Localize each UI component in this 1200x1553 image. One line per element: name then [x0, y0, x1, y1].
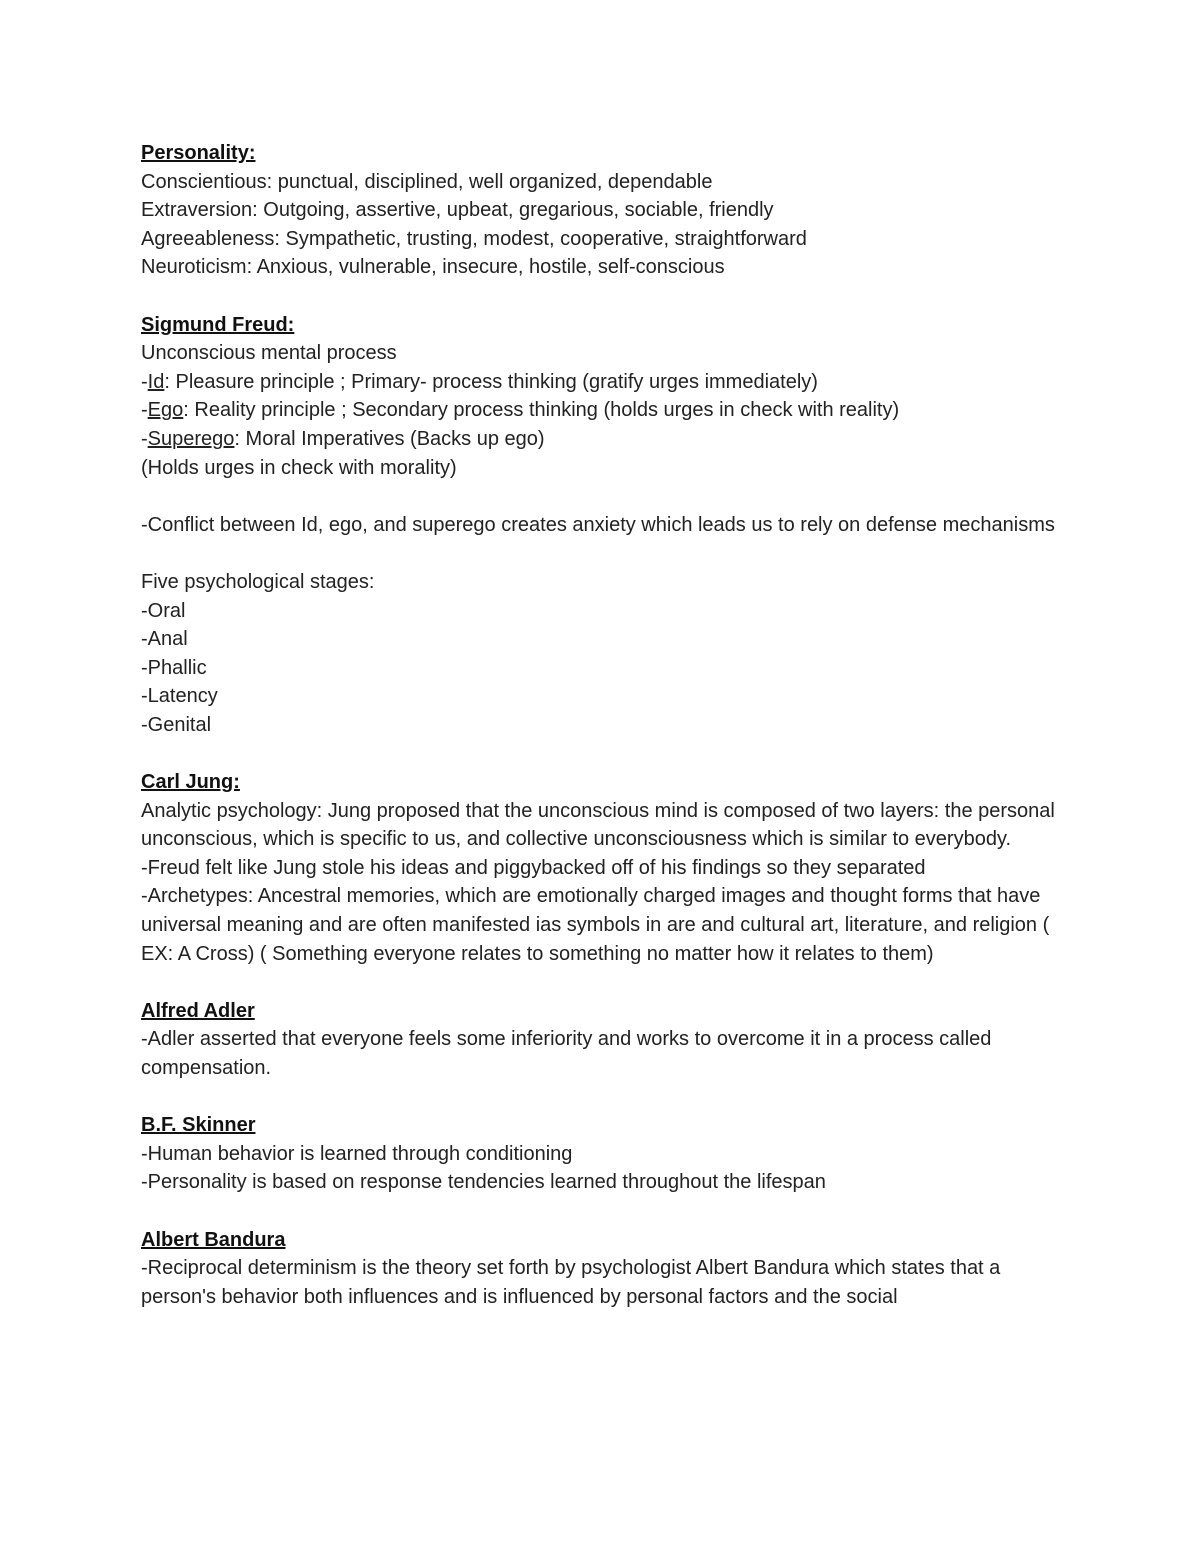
term-id: Id — [147, 370, 165, 393]
spacer — [141, 539, 1071, 568]
freud-stages-title: Five psychological stages: — [141, 570, 375, 593]
trait-neuroticism: Neuroticism: Anxious, vulnerable, insecure, hostile, self-conscious — [141, 256, 725, 279]
stage-phallic: -Phallic — [141, 656, 207, 679]
dash: - — [141, 370, 148, 393]
ego-description: : Reality principle ; Secondary process thinking (holds urges in check with reality) — [183, 399, 900, 422]
spacer — [141, 1197, 1071, 1226]
heading-personality: Personality: — [141, 142, 256, 164]
section-jung — [141, 768, 1071, 968]
trait-agreeableness: Agreeableness: Sympathetic, trusting, modest, cooperative, straightforward — [141, 227, 807, 250]
skinner-line-2: -Personality is based on response tendencies learned throughout the lifespan — [141, 1171, 826, 1194]
term-superego: Superego — [147, 427, 235, 450]
dash: - — [141, 427, 148, 450]
term-ego: Ego — [147, 399, 184, 422]
spacer — [141, 968, 1071, 997]
spacer — [141, 739, 1071, 768]
trait-conscientious: Conscientious: punctual, disciplined, well organized, dependable — [141, 170, 713, 193]
freud-id-line — [141, 368, 1071, 397]
adler-text: -Adler asserted that everyone feels some inferiority and works to overcome it in a process called compensation. — [141, 1028, 992, 1079]
jung-analytic: Analytic psychology: Jung proposed that the unconscious mind is composed of two layers: the personal unconscious, which is specific to us, and collective unconsciousness which is similar to everybody. — [141, 799, 1055, 851]
jung-archetypes: -Archetypes: Ancestral memories, which are emotionally charged images and thought forms that have universal meaning and are often manifested ias symbols in are and cultural art, literature, and religion ( EX: A Cross) ( Something everyone relates to something no matter how it relates to them) — [141, 885, 1050, 965]
skinner-line-1: -Human behavior is learned through conditioning — [141, 1142, 573, 1165]
spacer — [141, 1083, 1071, 1112]
heading-jung: Carl Jung: — [141, 771, 240, 794]
heading-bandura: Albert Bandura — [141, 1228, 286, 1251]
section-adler — [141, 997, 1071, 1083]
stage-anal: -Anal — [141, 628, 188, 651]
heading-adler: Alfred Adler — [141, 999, 255, 1022]
freud-conflict: -Conflict between Id, ego, and superego creates anxiety which leads us to rely on defense mechanisms — [141, 513, 1055, 536]
stage-oral: -Oral — [141, 599, 186, 622]
heading-freud: Sigmund Freud: — [141, 313, 295, 336]
freud-superego-note: (Holds urges in check with morality) — [141, 456, 457, 479]
stage-genital: -Genital — [141, 713, 212, 736]
section-bandura — [141, 1226, 1071, 1312]
jung-freud-felt: -Freud felt like Jung stole his ideas and piggybacked off of his findings so they separated — [141, 856, 926, 879]
stage-latency: -Latency — [141, 685, 218, 708]
section-freud — [141, 311, 1071, 740]
id-description: : Pleasure principle ; Primary- process thinking (gratify urges immediately) — [164, 370, 818, 393]
freud-ego-line — [141, 396, 1071, 425]
section-skinner — [141, 1111, 1071, 1197]
document-page — [141, 139, 1071, 1311]
dash: - — [141, 399, 148, 422]
superego-description: : Moral Imperatives (Backs up ego) — [234, 427, 545, 450]
section-personality — [141, 139, 1071, 282]
heading-skinner: B.F. Skinner — [141, 1114, 256, 1137]
trait-extraversion: Extraversion: Outgoing, assertive, upbeat, gregarious, sociable, friendly — [141, 199, 774, 222]
bandura-text: -Reciprocal determinism is the theory set forth by psychologist Albert Bandura which states that a person's behavior both influences and is influenced by personal factors and the social — [141, 1257, 1001, 1308]
freud-superego-line — [141, 425, 1071, 454]
freud-intro: Unconscious mental process — [141, 342, 397, 365]
spacer — [141, 482, 1071, 511]
spacer — [141, 282, 1071, 311]
